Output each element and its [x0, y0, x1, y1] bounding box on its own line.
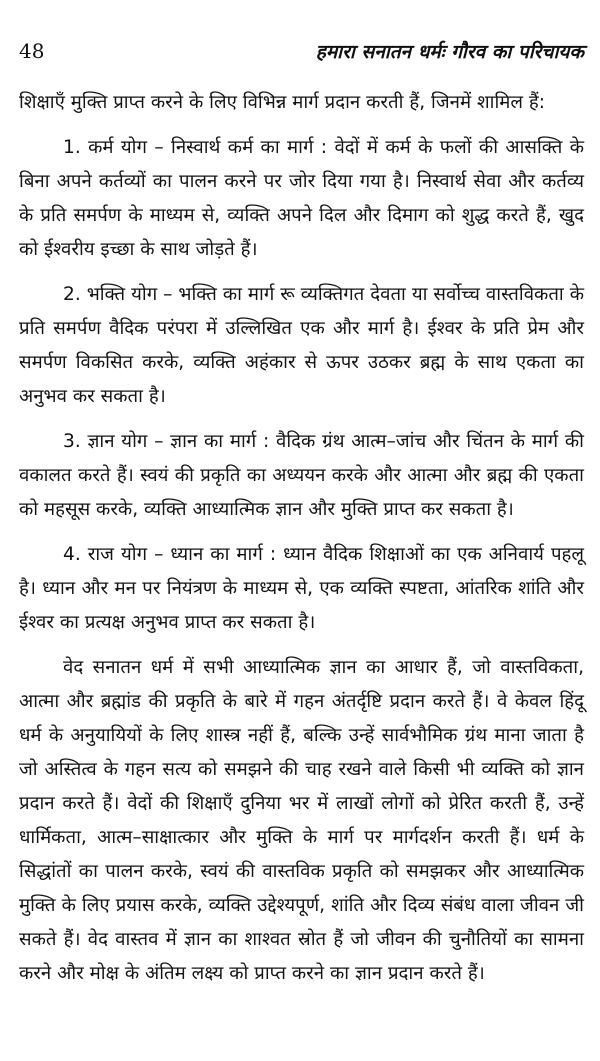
raja-yoga-paragraph: 4. राज योग – ध्यान का मार्ग : ध्यान वैदिक शिक्षाओं का एक अनिवार्य पहलू है। ध्यान और मन पर नियंत्रण के माध्यम से, एक व्यक्ति स्पष्टता, आंतरिक शांति और ईश्वर का प्रत्यक्ष अनुभव प्राप्त कर सकता है। [19, 544, 584, 633]
karma-yoga-paragraph: 1. कर्म योग – निस्वार्थ कर्म का मार्ग : वेदों में कर्म के फलों की आसक्ति के बिना अपने कर्तव्यों का पालन करने पर जोर दिया गया है। निस्वार्थ सेवा और कर्तव्य के प्रति समर्पण के माध्यम से, व्यक्ति अपने दिल और दिमाग को शुद्ध करते हैं, खुद को ईश्वरीय इच्छा के साथ जोड़ते हैं। [19, 137, 584, 260]
intro-paragraph: शिक्षाएँ मुक्ति प्राप्त करने के लिए विभिन्न मार्ग प्रदान करती हैं, जिनमें शामिल हैं: [19, 92, 546, 113]
page-header [19, 38, 584, 78]
page-number: 48 [19, 39, 45, 63]
running-title: हमारा सनातन धर्मः गौरव का परिचायक [315, 41, 584, 63]
page-body [19, 86, 584, 991]
jnana-yoga-paragraph: 3. ज्ञान योग – ज्ञान का मार्ग : वैदिक ग्रंथ आत्म–जांच और चिंतन के मार्ग की वकालत करते हैं। स्वयं की प्रकृति का अध्ययन करके और आत्मा और ब्रह्म की एकता को महसूस करके, व्यक्ति आध्यात्मिक ज्ञान और मुक्ति प्राप्त कर सकता है। [19, 431, 584, 520]
bhakti-yoga-paragraph: 2. भक्ति योग – भक्ति का मार्ग रू व्यक्तिगत देवता या सर्वोच्च वास्तविकता के प्रति समर्पण वैदिक परंपरा में उल्लिखित एक और मार्ग है। ईश्वर के प्रति प्रेम और समर्पण विकसित करके, व्यक्ति अहंकार से ऊपर उठकर ब्रह्म के साथ एकता का अनुभव कर सकता है। [19, 284, 584, 407]
conclusion-paragraph: वेद सनातन धर्म में सभी आध्यात्मिक ज्ञान का आधार हैं, जो वास्तविकता, आत्मा और ब्रह्मांड की प्रकृति के बारे में गहन अंतर्दृष्टि प्रदान करते हैं। वे केवल हिंदू धर्म के अनुयायियों के लिए शास्त्र नहीं हैं, बल्कि उन्हें सार्वभौमिक ग्रंथ माना जाता है जो अस्तित्व के गहन सत्य को समझने की चाह रखने वाले किसी भी व्यक्ति को ज्ञान प्रदान करते हैं। वेदों की शिक्षाएँ दुनिया भर में लाखों लोगों को प्रेरित करती हैं, उन्हें धार्मिकता, आत्म–साक्षात्कार और मुक्ति के मार्ग पर मार्गदर्शन करती हैं। धर्म के सिद्धांतों का पालन करके, स्वयं की वास्तविक प्रकृति को समझकर और आध्यात्मिक मुक्ति के लिए प्रयास करके, व्यक्ति उद्देश्यपूर्ण, शांति और दिव्य संबंध वाला जीवन जी सकते हैं। वेद वास्तव में ज्ञान का शाश्वत स्रोत हैं जो जीवन की चुनौतियों का सामना करने और मोक्ष के अंतिम लक्ष्य को प्राप्त करने का ज्ञान प्रदान करते हैं। [19, 657, 585, 984]
